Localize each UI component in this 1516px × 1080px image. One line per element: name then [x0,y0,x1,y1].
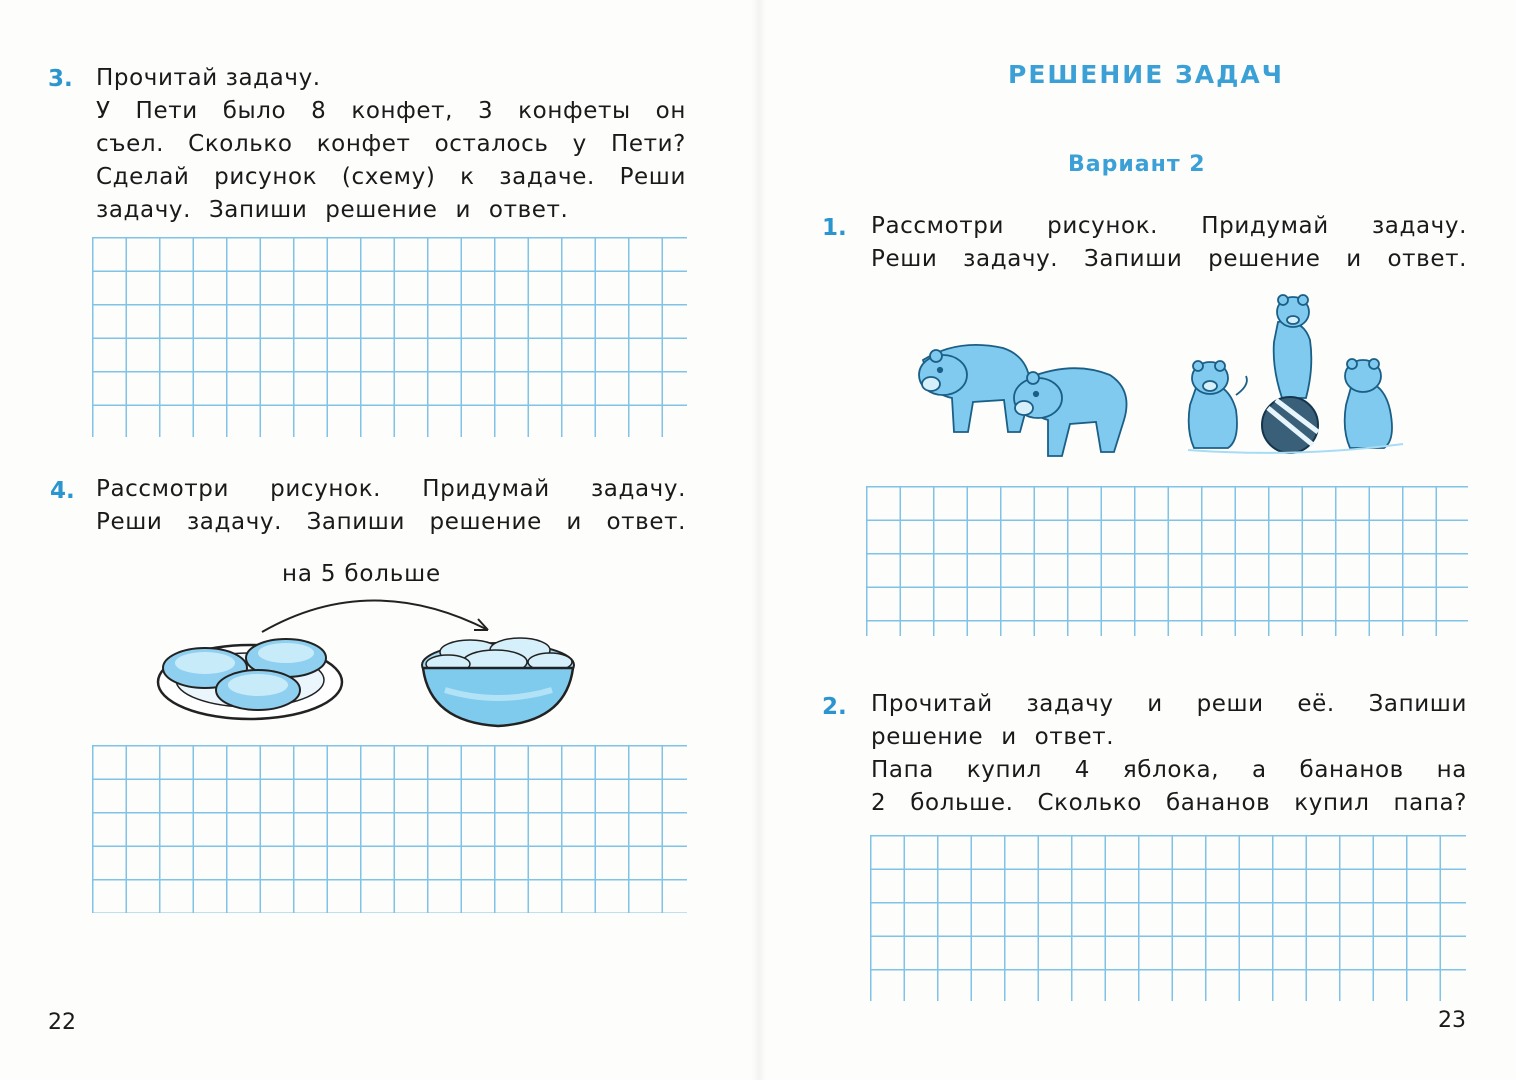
task-line: Прочитай задачу. [96,65,321,91]
right-page [758,0,1516,1080]
task-line: Папа купил 4 яблока, а бананов на [871,757,1467,783]
task-line: решение и ответ. [871,724,1115,750]
task-number: 3. [48,66,73,92]
page-number: 23 [1438,1008,1466,1033]
task-number: 4. [50,478,75,504]
task-line: съел. Сколько конфет осталось у Пети? [96,131,686,157]
task-line: Реши задачу. Запиши решение и ответ. [96,509,686,535]
task-line: Прочитай задачу и реши её. Запиши [871,691,1467,717]
answer-grid[interactable] [870,835,1466,1001]
illustration-caption: на 5 больше [282,561,441,587]
task-line: Рассмотри рисунок. Придумай задачу. [96,476,686,502]
task-line: У Пети было 8 конфет, 3 конфеты он [96,98,686,124]
task-line: задачу. Запиши решение и ответ. [96,197,569,223]
task-line: Реши задачу. Запиши решение и ответ. [871,246,1467,272]
task-line: Сделай рисунок (схему) к задаче. Реши [96,164,686,190]
answer-grid[interactable] [866,486,1468,636]
task-line: 2 больше. Сколько бананов купил папа? [871,790,1467,816]
task-number: 2. [822,694,847,720]
task2-text [871,688,1467,820]
task-line: Рассмотри рисунок. Придумай задачу. [871,213,1467,239]
page-number: 22 [48,1010,76,1035]
answer-grid[interactable] [92,745,687,913]
section-title: РЕШЕНИЕ ЗАДАЧ [1008,60,1284,89]
variant-title: Вариант 2 [1068,152,1206,177]
task-number: 1. [822,215,847,241]
